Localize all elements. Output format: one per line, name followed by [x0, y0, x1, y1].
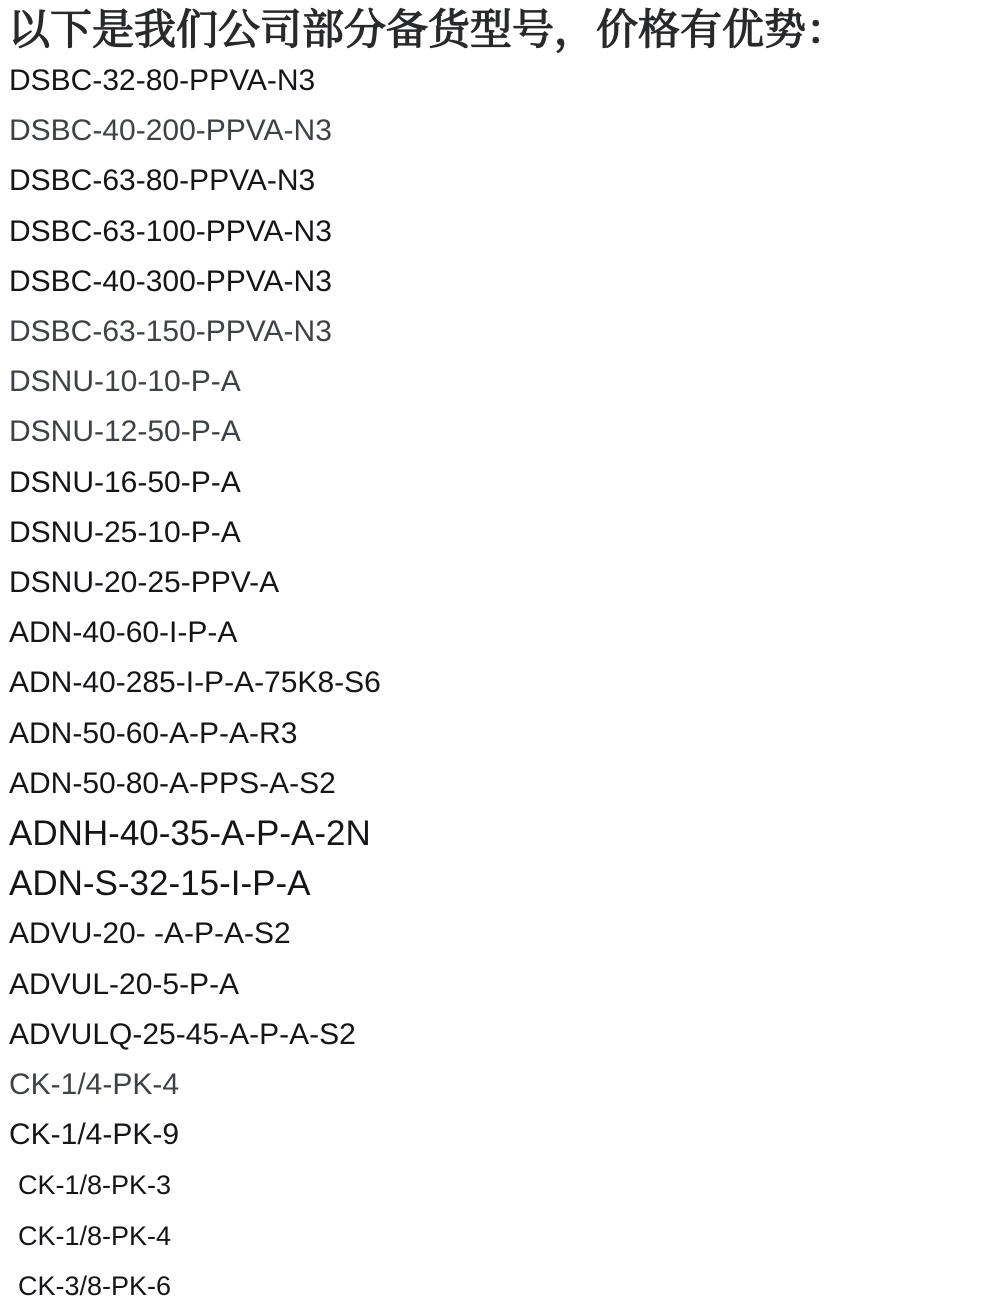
- page-title: 以下是我们公司部分备货型号，价格有优势：: [8, 6, 849, 53]
- list-item: ADVULQ-25-45-A-P-A-S2: [9, 1017, 356, 1051]
- list-item: DSNU-16-50-P-A: [9, 465, 241, 499]
- list-item: DSBC-63-150-PPVA-N3: [9, 315, 332, 349]
- list-item: ADN-40-60-I-P-A: [9, 616, 238, 650]
- list-item: ADN-40-285-I-P-A-75K8-S6: [9, 666, 381, 700]
- list-item: DSNU-20-25-PPV-A: [9, 566, 280, 600]
- list-item: DSBC-40-200-PPVA-N3: [9, 114, 332, 148]
- list-item: CK-1/8-PK-3: [18, 1170, 172, 1201]
- list-item: DSNU-10-10-P-A: [9, 365, 241, 399]
- list-item: ADN-50-80-A-PPS-A-S2: [9, 766, 336, 800]
- model-list: [0, 56, 1007, 1311]
- list-item: ADVU-20- -A-P-A-S2: [9, 917, 291, 951]
- list-item: DSBC-63-100-PPVA-N3: [9, 214, 332, 248]
- list-item: ADN-50-60-A-P-A-R3: [9, 716, 298, 750]
- list-item: ADVUL-20-5-P-A: [9, 967, 240, 1001]
- list-item: DSBC-63-80-PPVA-N3: [9, 164, 316, 198]
- list-item: CK-1/4-PK-9: [9, 1118, 180, 1152]
- list-item: CK-3/8-PK-6: [18, 1270, 172, 1301]
- list-item: CK-1/4-PK-4: [9, 1068, 180, 1102]
- list-item: DSNU-25-10-P-A: [9, 515, 241, 549]
- list-item: CK-1/8-PK-4: [18, 1220, 172, 1251]
- list-item: DSNU-12-50-P-A: [9, 415, 241, 449]
- list-item: ADN-S-32-15-I-P-A: [9, 864, 311, 904]
- list-item: DSBC-32-80-PPVA-N3: [9, 64, 316, 97]
- list-item: DSBC-40-300-PPVA-N3: [9, 264, 332, 298]
- list-item: ADNH-40-35-A-P-A-2N: [9, 814, 371, 854]
